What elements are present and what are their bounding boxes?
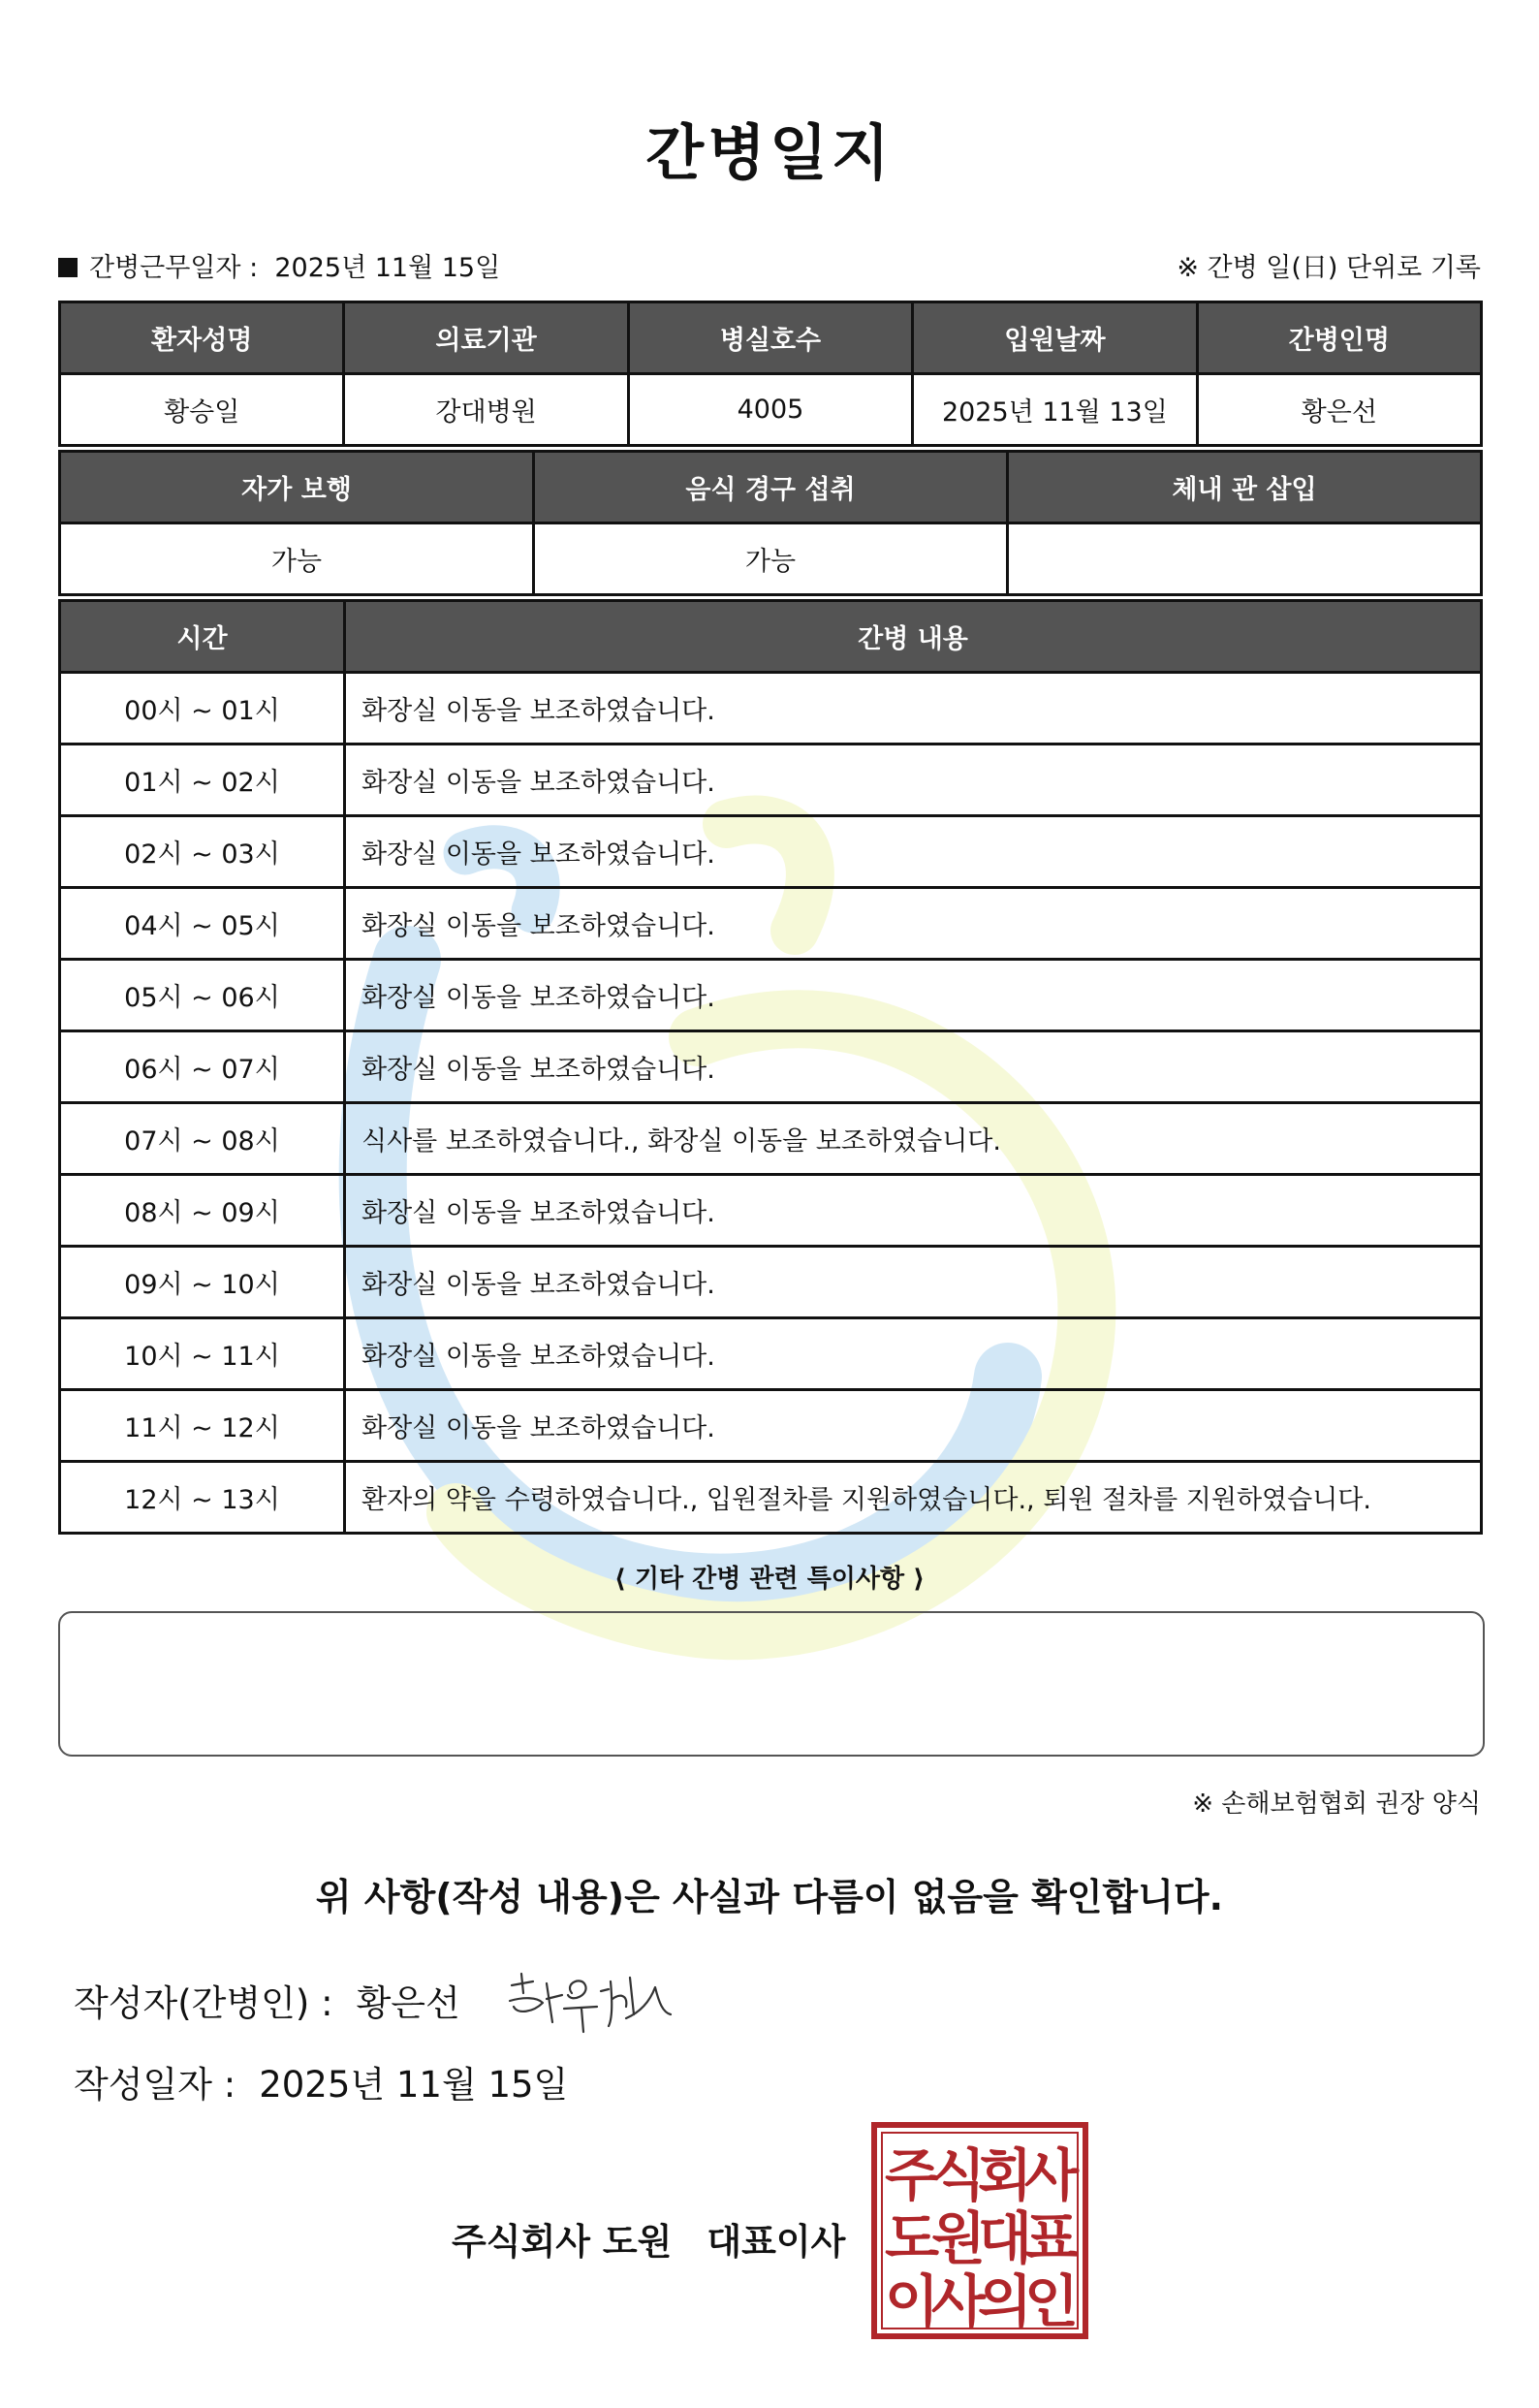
table-row (60, 1031, 1482, 1103)
svg-text:이: 이 (884, 2268, 940, 2334)
time-cell: 12시 ~ 13시 (60, 1462, 345, 1534)
status-table (58, 450, 1483, 596)
patient-info-table (58, 301, 1483, 447)
time-cell: 02시 ~ 03시 (60, 816, 345, 888)
time-cell: 01시 ~ 02시 (60, 745, 345, 816)
work-date-value: 2025년 11월 15일 (274, 253, 501, 283)
unit-note: ※ 간병 일(日) 단위로 기록 (1177, 253, 1481, 283)
hospital: 강대병원 (344, 374, 628, 446)
table-row (60, 1247, 1482, 1318)
svg-text:사: 사 (1023, 2142, 1080, 2208)
table-row (60, 816, 1482, 888)
table-row (60, 1175, 1482, 1247)
time-cell: 05시 ~ 06시 (60, 960, 345, 1031)
notes-box (58, 1611, 1485, 1757)
writer-line (74, 1974, 460, 2026)
written-date-value: 2025년 11월 15일 (259, 2064, 569, 2106)
care-log-table (58, 599, 1483, 1535)
svg-text:주: 주 (884, 2142, 940, 2208)
table-row (60, 673, 1482, 745)
time-cell: 08시 ~ 09시 (60, 1175, 345, 1247)
company-rep: 대표이사 (707, 2221, 846, 2263)
table-row (60, 745, 1482, 816)
written-date-line (74, 2055, 568, 2107)
form-note: ※ 손해보험협회 권장 양식 (1192, 1790, 1481, 1819)
table-row (60, 1103, 1482, 1175)
header-caregiver: 간병인명 (1197, 302, 1481, 374)
content-cell: 화장실 이동을 보조하였습니다. (345, 673, 1482, 745)
room-number: 4005 (628, 374, 912, 446)
page-title: 간병일지 (645, 117, 894, 188)
svg-text:인: 인 (1023, 2268, 1080, 2334)
time-cell: 04시 ~ 05시 (60, 888, 345, 960)
content-cell: 화장실 이동을 보조하였습니다. (345, 816, 1482, 888)
table-header-row (60, 601, 1482, 673)
writer-name: 황은선 (356, 1982, 460, 2024)
company-seal-stamp (870, 2121, 1089, 2340)
content-cell: 화장실 이동을 보조하였습니다. (345, 1318, 1482, 1390)
content-cell: 화장실 이동을 보조하였습니다. (345, 888, 1482, 960)
table-header-row (60, 302, 1482, 374)
work-date-label: 간병근무일자 (89, 253, 241, 283)
writer-label: 작성자(간병인) : (74, 1982, 333, 2024)
company-line (452, 2212, 845, 2265)
header-walking: 자가 보행 (60, 452, 534, 523)
content-cell: 화장실 이동을 보조하였습니다. (345, 1031, 1482, 1103)
table-header-row (60, 452, 1482, 523)
svg-text:표: 표 (1023, 2205, 1080, 2271)
table-row (60, 1462, 1482, 1534)
notes-title: ⟨ 기타 간병 관련 특이사항 ⟩ (613, 1565, 926, 1594)
table-row (60, 960, 1482, 1031)
content-cell: 식사를 보조하였습니다., 화장실 이동을 보조하였습니다. (345, 1103, 1482, 1175)
table-row (60, 374, 1482, 446)
patient-name: 황승일 (60, 374, 344, 446)
content-cell: 화장실 이동을 보조하였습니다. (345, 1247, 1482, 1318)
time-cell: 09시 ~ 10시 (60, 1247, 345, 1318)
header-patient-name: 환자성명 (60, 302, 344, 374)
svg-text:대: 대 (977, 2205, 1033, 2271)
time-cell: 06시 ~ 07시 (60, 1031, 345, 1103)
caregiver-name: 황은선 (1197, 374, 1481, 446)
handwritten-signature (504, 1964, 678, 2042)
square-bullet-icon (58, 258, 78, 277)
written-date-label: 작성일자 : (74, 2064, 236, 2106)
content-cell: 화장실 이동을 보조하였습니다. (345, 960, 1482, 1031)
time-cell: 11시 ~ 12시 (60, 1390, 345, 1462)
svg-text:원: 원 (930, 2205, 987, 2271)
time-cell: 00시 ~ 01시 (60, 673, 345, 745)
tube-value (1008, 523, 1482, 595)
header-care-content: 간병 내용 (345, 601, 1482, 673)
walking-value: 가능 (60, 523, 534, 595)
svg-text:사: 사 (930, 2268, 987, 2334)
header-oral-intake: 음식 경구 섭취 (534, 452, 1008, 523)
header-tube: 체내 관 삽입 (1008, 452, 1482, 523)
oral-intake-value: 가능 (534, 523, 1008, 595)
table-row (60, 888, 1482, 960)
time-cell: 07시 ~ 08시 (60, 1103, 345, 1175)
content-cell: 화장실 이동을 보조하였습니다. (345, 1175, 1482, 1247)
header-time: 시간 (60, 601, 345, 673)
admission-date: 2025년 11월 13일 (913, 374, 1197, 446)
header-hospital: 의료기관 (344, 302, 628, 374)
company-name: 주식회사 도원 (452, 2221, 673, 2263)
header-admission-date: 입원날짜 (913, 302, 1197, 374)
svg-text:의: 의 (977, 2268, 1033, 2334)
time-cell: 10시 ~ 11시 (60, 1318, 345, 1390)
table-row (60, 1390, 1482, 1462)
content-cell: 환자의 약을 수령하였습니다., 입원절차를 지원하였습니다., 퇴원 절차를 지원하였습니다. (345, 1462, 1482, 1534)
svg-text:도: 도 (884, 2205, 940, 2271)
svg-text:회: 회 (977, 2142, 1033, 2208)
content-cell: 화장실 이동을 보조하였습니다. (345, 1390, 1482, 1462)
header-room: 병실호수 (628, 302, 912, 374)
svg-text:식: 식 (930, 2142, 987, 2208)
work-date: 간병근무일자 : 2025년 11월 15일 (58, 246, 500, 284)
table-row (60, 1318, 1482, 1390)
table-row (60, 523, 1482, 595)
content-cell: 화장실 이동을 보조하였습니다. (345, 745, 1482, 816)
confirmation-statement: 위 사항(작성 내용)은 사실과 다름이 없음을 확인합니다. (315, 1876, 1224, 1918)
